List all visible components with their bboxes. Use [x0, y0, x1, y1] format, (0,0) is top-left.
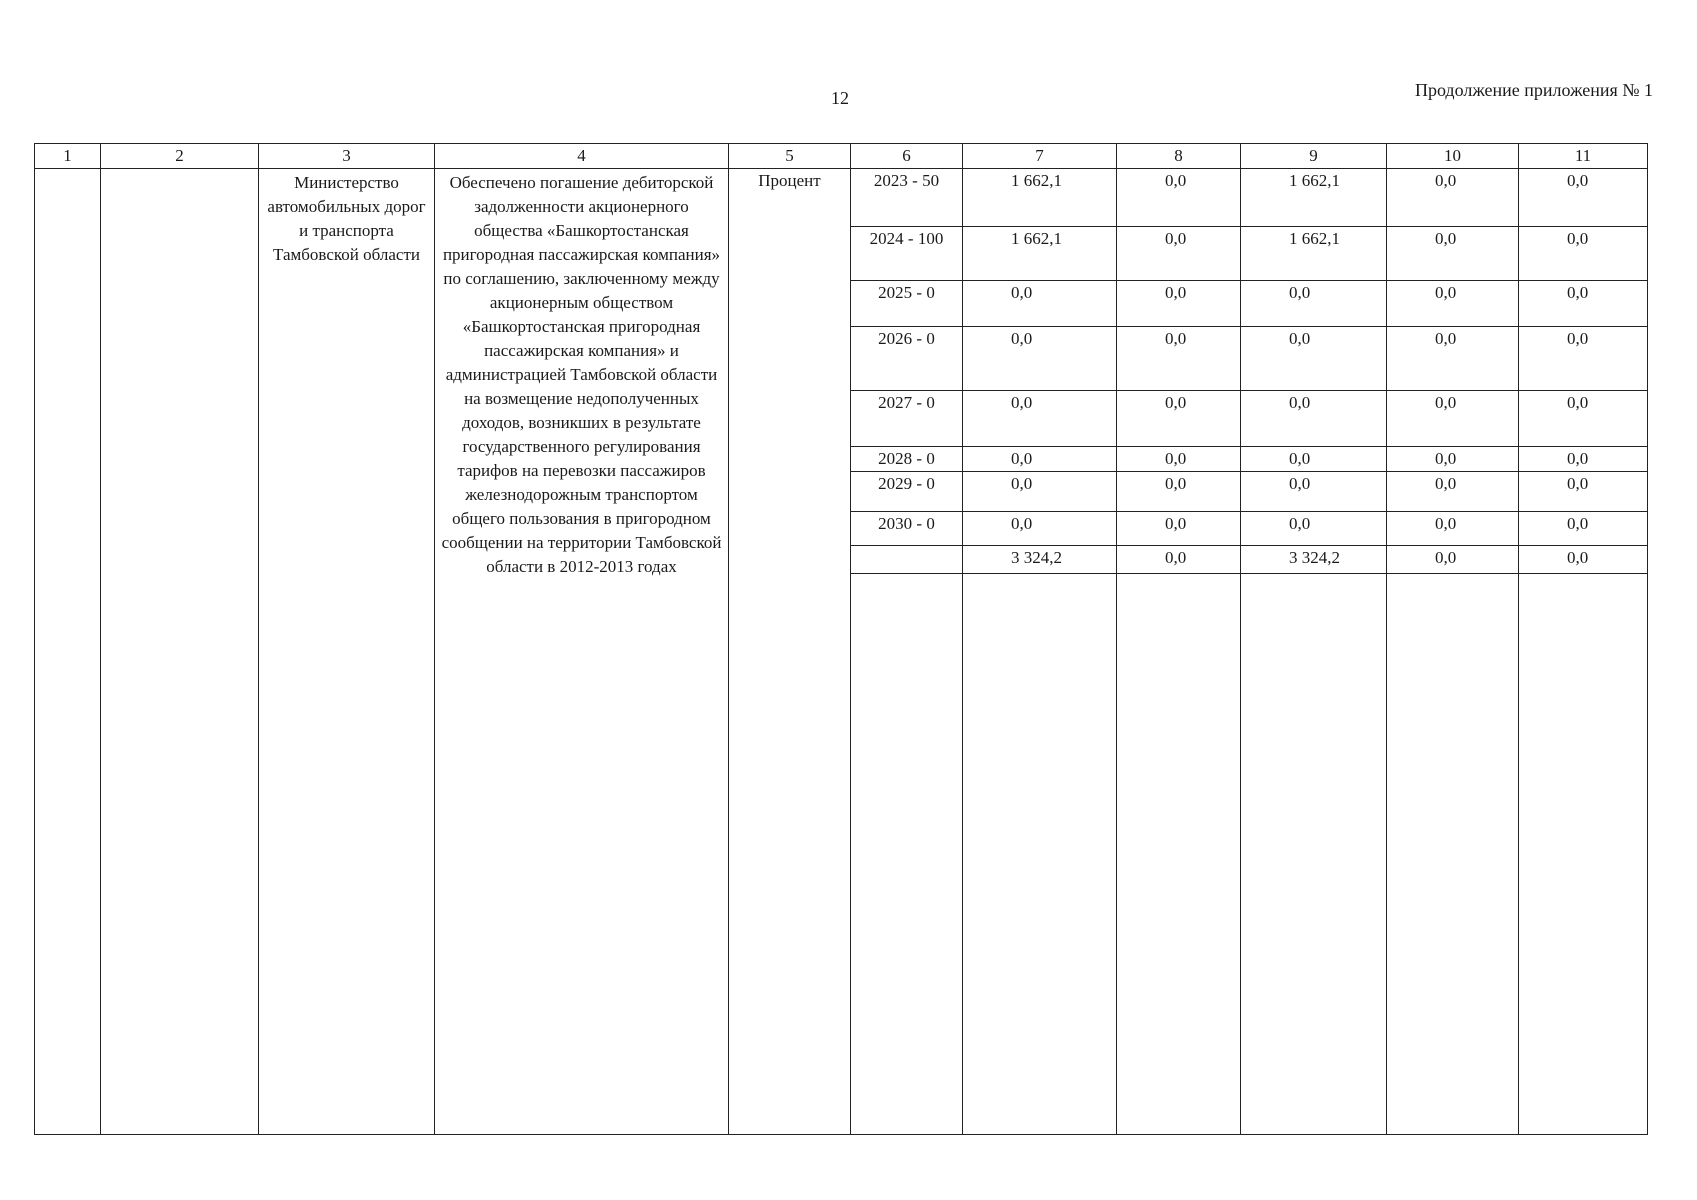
value-col8: 0,0	[1117, 512, 1241, 546]
year-target: 2024 - 100	[851, 227, 963, 281]
filler-cell	[851, 574, 963, 1135]
filler-cell	[1387, 574, 1519, 1135]
value-col11: 0,0	[1519, 281, 1648, 327]
value-col9: 0,0	[1241, 472, 1387, 512]
value-col10: 0,0	[1387, 281, 1519, 327]
filler-cell	[963, 574, 1117, 1135]
year-target: 2025 - 0	[851, 281, 963, 327]
year-target: 2023 - 50	[851, 169, 963, 227]
total-col7: 3 324,2	[963, 546, 1117, 574]
value-col10: 0,0	[1387, 512, 1519, 546]
page-number: 12	[831, 88, 849, 108]
value-col8: 0,0	[1117, 472, 1241, 512]
value-col7: 0,0	[963, 512, 1117, 546]
value-col11: 0,0	[1519, 447, 1648, 472]
value-col7: 1 662,1	[963, 227, 1117, 281]
column-header: 11	[1519, 144, 1648, 169]
table-row	[35, 169, 1648, 227]
value-col11: 0,0	[1519, 391, 1648, 447]
year-target: 2029 - 0	[851, 472, 963, 512]
value-col8: 0,0	[1117, 391, 1241, 447]
value-col9: 0,0	[1241, 447, 1387, 472]
column-header: 10	[1387, 144, 1519, 169]
appendix-continuation-label: Продолжение приложения № 1	[1414, 80, 1653, 100]
cell-col2	[101, 169, 259, 1135]
value-col9: 0,0	[1241, 327, 1387, 391]
unit-of-measure: Процент	[729, 169, 851, 1135]
value-col8: 0,0	[1117, 327, 1241, 391]
year-target: 2030 - 0	[851, 512, 963, 546]
value-col9: 1 662,1	[1241, 169, 1387, 227]
cell-col1	[35, 169, 101, 1135]
total-col9: 3 324,2	[1241, 546, 1387, 574]
filler-cell	[1519, 574, 1648, 1135]
year-target: 2026 - 0	[851, 327, 963, 391]
total-col8: 0,0	[1117, 546, 1241, 574]
value-col10: 0,0	[1387, 391, 1519, 447]
column-header: 8	[1117, 144, 1241, 169]
value-col11: 0,0	[1519, 169, 1648, 227]
value-col10: 0,0	[1387, 447, 1519, 472]
column-header: 7	[963, 144, 1117, 169]
value-col11: 0,0	[1519, 227, 1648, 281]
value-col7: 0,0	[963, 447, 1117, 472]
value-col8: 0,0	[1117, 447, 1241, 472]
year-target: 2028 - 0	[851, 447, 963, 472]
value-col9: 1 662,1	[1241, 227, 1387, 281]
value-col7: 0,0	[963, 472, 1117, 512]
column-header: 1	[35, 144, 101, 169]
column-number-row	[35, 144, 1648, 169]
value-col8: 0,0	[1117, 281, 1241, 327]
value-col8: 0,0	[1117, 227, 1241, 281]
value-col10: 0,0	[1387, 227, 1519, 281]
value-col7: 0,0	[963, 391, 1117, 447]
column-header: 5	[729, 144, 851, 169]
column-header: 6	[851, 144, 963, 169]
value-col10: 0,0	[1387, 472, 1519, 512]
value-col9: 0,0	[1241, 281, 1387, 327]
filler-cell	[1241, 574, 1387, 1135]
value-col7: 0,0	[963, 281, 1117, 327]
indicator-description: Обеспечено погашение дебиторской задолженности акционерного общества «Башкортостанская пригородная пассажирская компания» по соглашению, заключенному между акционерным обществом «Башкортостанская пригородная пассажирская компания» и администрацией Тамбовской области на возмещение недополученных доходов, возникших в результате государственного регулирования тарифов на перевозки пассажиров железнодорожным транспортом общего пользования в пригородном сообщении на территории Тамбовской области в 2012-2013 годах	[435, 169, 729, 1135]
total-label	[851, 546, 963, 574]
value-col11: 0,0	[1519, 512, 1648, 546]
program-table	[34, 143, 1648, 1135]
value-col7: 0,0	[963, 327, 1117, 391]
filler-cell	[1117, 574, 1241, 1135]
column-header: 3	[259, 144, 435, 169]
responsible-executor: Министерство автомобильных дорог и транспорта Тамбовской области	[259, 169, 435, 1135]
year-target: 2027 - 0	[851, 391, 963, 447]
column-header: 2	[101, 144, 259, 169]
value-col9: 0,0	[1241, 512, 1387, 546]
total-col11: 0,0	[1519, 546, 1648, 574]
column-header: 9	[1241, 144, 1387, 169]
value-col11: 0,0	[1519, 472, 1648, 512]
value-col9: 0,0	[1241, 391, 1387, 447]
value-col10: 0,0	[1387, 169, 1519, 227]
total-col10: 0,0	[1387, 546, 1519, 574]
value-col7: 1 662,1	[963, 169, 1117, 227]
column-header: 4	[435, 144, 729, 169]
value-col10: 0,0	[1387, 327, 1519, 391]
value-col11: 0,0	[1519, 327, 1648, 391]
value-col8: 0,0	[1117, 169, 1241, 227]
